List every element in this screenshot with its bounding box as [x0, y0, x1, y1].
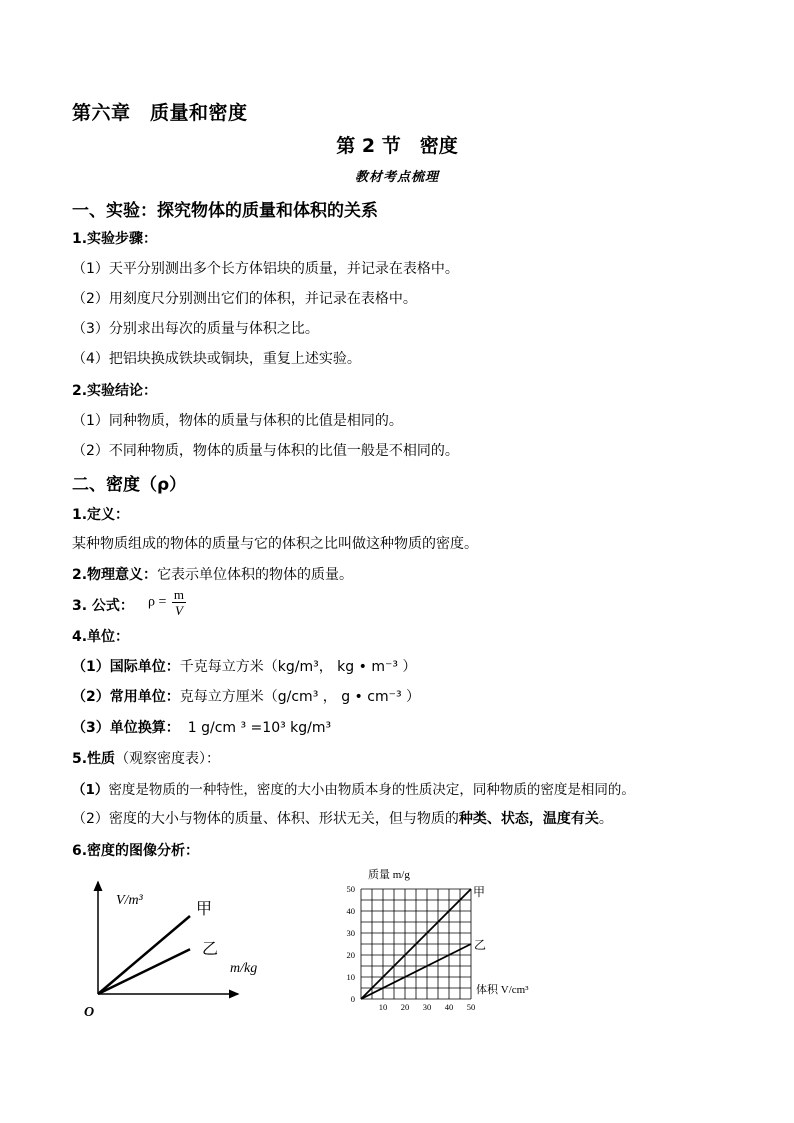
chart2-y-tick-label: 10: [346, 972, 355, 982]
property-2-bold-a: 种类、状态，: [458, 811, 543, 827]
unit-common-label: （2）常用单位：: [72, 689, 180, 705]
chart2-y-tick-label: 0: [350, 994, 355, 1004]
step-item: （1）天平分别测出多个长方体铝块的质量，并记录在表格中。: [72, 261, 459, 277]
chart1-series-label-yi: 乙: [202, 941, 219, 958]
step-item: （4）把铝块换成铁块或铜块，重复上述实验。: [72, 351, 361, 367]
property-1-label: （1）: [72, 782, 109, 798]
meaning-label: 2.物理意义：: [72, 567, 158, 583]
chart2-y-label: 质量 m/g: [368, 869, 410, 881]
chart2-y-tick-label: 40: [346, 906, 355, 916]
formula-denominator: V: [174, 603, 183, 618]
chart2-series-label-yi: 乙: [474, 938, 487, 952]
property-heading: 5.性质: [72, 751, 116, 767]
unit-common-line: [72, 686, 420, 706]
formula-fraction: [172, 587, 186, 618]
chart1-series-label-jia: 甲: [196, 901, 213, 918]
density-formula: [148, 587, 186, 618]
chart-volume-mass: [78, 876, 278, 1022]
definition-text: 某种物质组成的物体的质量与它的体积之比叫做这种物质的密度。: [72, 536, 478, 552]
chart1-y-label: V/m³: [116, 893, 143, 908]
chart1-x-label: m/kg: [230, 961, 258, 976]
subtitle: 教材考点梳理: [354, 170, 439, 185]
meaning-text: 它表示单位体积的物体的质量。: [157, 567, 354, 583]
property-2-bold-b: 温度有关: [542, 811, 599, 827]
chart2-x-tick-label: 40: [444, 1002, 454, 1012]
chart2-x-tick-label: 20: [400, 1002, 410, 1012]
chart2-y-tick-label: 20: [346, 950, 355, 960]
unit-si-line: [72, 656, 416, 676]
unit-common-text: 克每立方厘米（g/cm³ ， g • cm⁻³ ）: [179, 689, 421, 705]
part1-heading: 一、实验：探究物体的质量和体积的关系: [72, 201, 378, 221]
step-item: （2）用刻度尺分别测出它们的体积，并记录在表格中。: [72, 291, 417, 307]
property-2: [72, 808, 613, 828]
step-item: （3）分别求出每次的质量与体积之比。: [72, 321, 319, 337]
chart2-x-label: 体积 V/cm³: [476, 984, 529, 996]
property-2-text: （2）密度的大小与物体的质量、体积、形状无关，但与物质的: [72, 811, 459, 827]
unit-convert-label: （3）单位换算：: [72, 720, 180, 736]
chart2-y-tick-label: 50: [346, 884, 355, 894]
unit-si-text: 千克每立方米（kg/m³， kg • m⁻³ ）: [179, 659, 417, 675]
definition-heading: 1.定义：: [72, 507, 130, 523]
property-heading-line: [72, 748, 220, 768]
conclusion-heading: 2.实验结论：: [72, 383, 158, 399]
chart2-y-tick-label: 30: [346, 928, 355, 938]
property-1-text: 密度是物质的一种特性，密度的大小由物质本身的性质决定，同种物质的密度是相同的。: [108, 782, 635, 798]
property-note: （观察密度表）：: [115, 751, 221, 767]
unit-heading: 4.单位：: [72, 629, 130, 645]
formula-numerator: m: [173, 587, 185, 602]
formula-lhs: ρ =: [148, 594, 167, 610]
formula-label: 3. 公式：: [72, 598, 134, 614]
chapter-title: 第六章 质量和密度: [72, 102, 248, 124]
chart2-x-tick-label: 50: [466, 1002, 476, 1012]
unit-convert-line: [72, 717, 331, 737]
conclusion-item: （2）不同种物质，物体的质量与体积的比值一般是不相同的。: [72, 443, 459, 459]
steps-heading: 1.实验步骤：: [72, 231, 158, 247]
chart-mass-volume: [336, 862, 546, 1022]
meaning-line: [72, 564, 353, 584]
chart2-x-tick-label: 30: [422, 1002, 432, 1012]
graph-heading: 6.密度的图像分析：: [72, 843, 200, 859]
part2-heading: 二、密度（ρ）: [72, 475, 187, 495]
property-2-end: 。: [598, 811, 613, 827]
conclusion-item: （1）同种物质，物体的质量与体积的比值是相同的。: [72, 413, 403, 429]
chart1-origin-label: O: [84, 1005, 95, 1020]
unit-si-label: （1）国际单位：: [72, 659, 180, 675]
chart2-x-tick-label: 10: [378, 1002, 388, 1012]
section-title: 第 2 节 密度: [336, 135, 458, 157]
unit-convert-text: 1 g/cm ³ =10³ kg/m³: [187, 720, 332, 736]
chart2-series-label-jia: 甲: [473, 885, 486, 899]
property-1: [72, 778, 635, 798]
